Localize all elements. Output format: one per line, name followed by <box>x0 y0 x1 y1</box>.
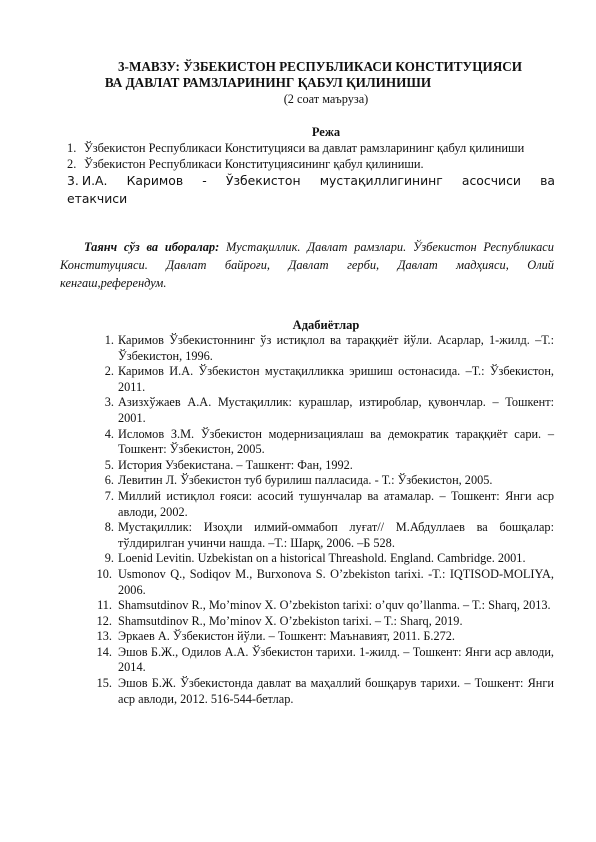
literature-item-number: 2. <box>104 364 114 379</box>
literature-item-text: Исломов З.М. Ўзбекистон модернизациялаш ва демократик тараққиёт сари. – Тошкент: Ўзбекистон, 2005. <box>118 426 554 457</box>
literature-item-text: Эркаев А. Ўзбекистон йўли. – Тошкент: Маънавият, 2011. Б.272. <box>118 629 455 644</box>
literature-item <box>88 614 554 630</box>
literature-item-text: Каримов Ўзбекистоннинг ўз истиқлол ва тараққиёт йўли. Асарлар, 1-жилд. –Т.: Ўзбекистон, 1996. <box>118 333 554 363</box>
literature-item-text: Миллий истиқлол ғояси: асосий тушунчалар ва атамалар. – Тошкент: Янги аср авлоди, 2002. <box>118 488 554 519</box>
plan-item-text: Ўзбекистон Республикаси Конституцияси ва давлат рамзларининг қабул қилиниши <box>84 141 525 155</box>
plan-item-text: И.А. Каримов - Ўзбекистон мустақиллигининг асосчиси ва етакчиси <box>67 173 555 206</box>
literature-item-text: Shamsutdinov R., Mo’minov X. O’zbekiston tarixi: o’quv qo’llanma. – T.: Sharq, 2013. <box>118 598 551 613</box>
plan-item <box>67 172 555 208</box>
literature-item <box>88 645 554 676</box>
literature-item-number: 7. <box>104 488 114 503</box>
plan-item-number: 3. <box>67 173 79 188</box>
literature-item-number: 14. <box>96 644 112 659</box>
plan-heading: Режа <box>311 125 341 139</box>
literature-item <box>88 458 554 474</box>
literature-item <box>88 427 554 458</box>
literature-item-number: 4. <box>104 426 114 441</box>
literature-item-number: 13. <box>96 629 112 644</box>
literature-item-text: Азизхўжаев А.А. Мустақиллик: курашлар, изтироблар, қувончлар. – Тошкент: 2001. <box>118 395 554 425</box>
literature-item <box>88 598 554 614</box>
literature-item <box>88 676 554 707</box>
plan-item-number: 1. <box>67 141 77 155</box>
literature-heading: Адабиётлар <box>292 318 360 332</box>
literature-item-number: 9. <box>104 551 114 566</box>
literature-item-text: Usmonov Q., Sodiqov M., Burxonova S. O’zbekiston tarixi. -T.: IQTISOD-MOLIYA, 2006. <box>118 566 554 597</box>
literature-item <box>88 567 554 598</box>
document-title-line-2: ВА ДАВЛАТ РАМЗЛАРИНИНГ ҚАБУЛ ҚИЛИНИШИ <box>104 75 432 90</box>
keywords-text: Мустақиллик. Давлат рамзлари. Ўзбекистон Республикаси Конституцияси. Давлат байроғи, Давлат герби, Давлат мадҳияси, Олий кенгаш,референдум. <box>60 240 554 290</box>
literature-item-text: Эшов Б.Ж., Одилов А.А. Ўзбекистон тарихи. 1-жилд. – Тошкент: Янги аср авлоди, 2014. <box>118 644 554 675</box>
literature-item-number: 3. <box>104 395 114 410</box>
literature-item-text: История Узбекистана. – Ташкент: Фан, 1992. <box>118 457 353 472</box>
literature-item <box>88 520 554 551</box>
literature-item-number: 5. <box>104 457 114 472</box>
literature-item-text: Эшов Б.Ж. Ўзбекистонда давлат ва маҳаллий бошқарув тарихи. – Тошкент: Янги аср авлоди, 2012. 516-544-бетлар. <box>118 676 554 706</box>
plan-item <box>67 140 555 156</box>
plan-item-text: Ўзбекистон Республикаси Конституциясининг қабул қилиниши. <box>84 157 424 171</box>
literature-item-text: Мустақиллик: Изоҳли илмий-оммабоп луғат// М.Абдуллаев ва бошқалар: тўлдирилган учинчи нашда. –Т.: Шарқ, 2006. –Б 528. <box>118 520 554 550</box>
literature-item-text: Loenid Levitin. Uzbekistan on a historical Threashold. England. Cambridge. 2001. <box>118 551 526 566</box>
literature-item-text: Shamsutdinov R., Mo’minov X. O’zbekiston tarixi. – T.: Sharq, 2019. <box>118 613 463 628</box>
literature-item <box>88 473 554 489</box>
literature-item <box>88 364 554 395</box>
literature-item <box>88 629 554 645</box>
literature-item <box>88 551 554 567</box>
document-title-line-1: 3-МАВЗУ: ЎЗБЕКИСТОН РЕСПУБЛИКАСИ КОНСТИТУЦИЯСИ <box>117 59 523 74</box>
literature-item <box>88 333 554 364</box>
plan-item-number: 2. <box>67 157 77 171</box>
keywords-paragraph <box>60 238 554 292</box>
literature-item-number: 10. <box>96 566 112 581</box>
literature-item-number: 12. <box>96 613 112 628</box>
plan-item <box>67 156 555 172</box>
literature-item-number: 8. <box>104 520 114 535</box>
keywords-label: Таянч сўз ва иборалар: <box>84 240 220 254</box>
lecture-hours-subtitle: (2 соат маъруза) <box>283 92 369 106</box>
literature-item <box>88 395 554 426</box>
plan-list <box>67 140 555 208</box>
literature-item-text: Каримов И.А. Ўзбекистон мустақилликка эришиш остонасида. –Т.: Ўзбекистон, 2011. <box>118 364 554 394</box>
literature-list <box>88 333 554 707</box>
literature-item-text: Левитин Л. Ўзбекистон туб бурилиш палласида. - Т.: Ўзбекистон, 2005. <box>118 473 493 488</box>
literature-item-number: 11. <box>97 598 112 613</box>
literature-item-number: 1. <box>104 333 114 347</box>
literature-item <box>88 489 554 520</box>
literature-item-number: 15. <box>96 676 112 691</box>
literature-item-number: 6. <box>104 473 114 488</box>
